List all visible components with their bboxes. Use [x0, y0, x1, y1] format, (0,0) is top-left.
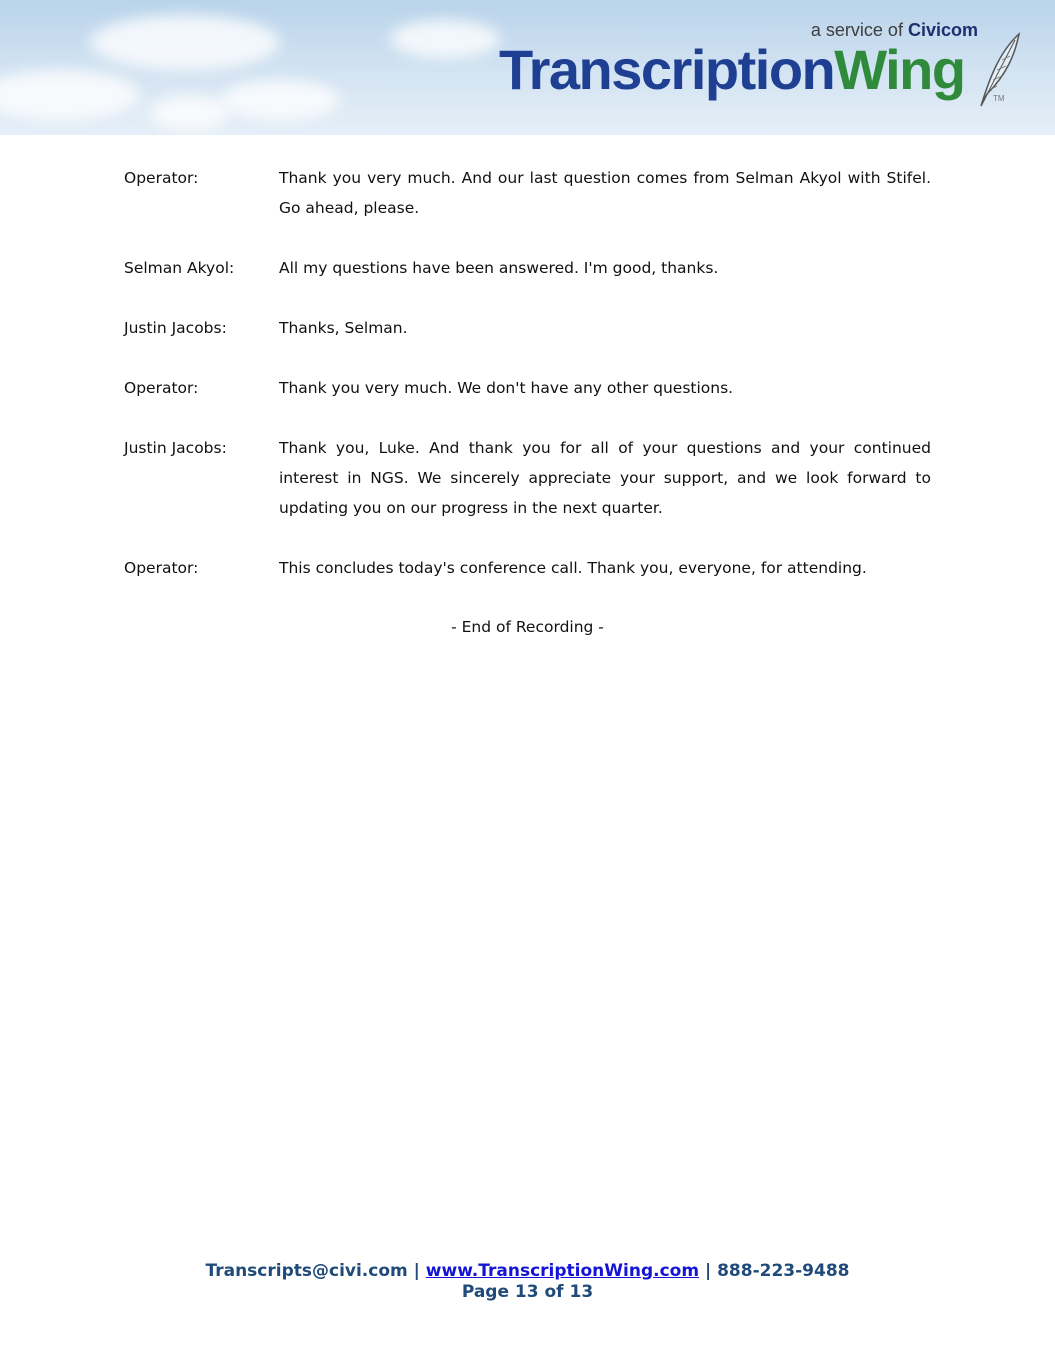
end-of-recording: - End of Recording -	[451, 618, 604, 636]
header-banner	[0, 0, 1055, 135]
speaker-text: Thanks, Selman.	[279, 319, 408, 337]
footer-website-link[interactable]: www.TranscriptionWing.com	[425, 1261, 700, 1281]
speaker-name: Justin Jacobs:	[124, 319, 227, 337]
transcript-entry	[124, 313, 931, 343]
speaker-name: Operator:	[124, 559, 199, 577]
brand-part1: Transcription	[499, 38, 835, 101]
transcriptionwing-logo	[499, 38, 965, 101]
trademark-symbol: TM	[993, 94, 1005, 103]
transcript-body	[124, 163, 931, 642]
transcript-entry	[124, 553, 931, 583]
civicom-logo: Civicom	[907, 20, 978, 40]
speaker-text: Thank you very much. We don't have any other questions.	[279, 379, 734, 397]
transcript-entry	[124, 433, 931, 523]
speaker-text: Thank you very much. And our last question comes from Selman Akyol with Stifel. Go ahead, please.	[279, 169, 931, 217]
brand-part2: Wing	[834, 38, 965, 101]
transcript-entry	[124, 373, 931, 403]
speaker-name: Selman Akyol:	[124, 259, 235, 277]
footer-email: Transcripts@civi.com	[205, 1261, 408, 1281]
footer-contact-line	[0, 1261, 1055, 1282]
page-number: Page 13 of 13	[461, 1282, 594, 1302]
speaker-name: Operator:	[124, 379, 199, 397]
footer-separator: |	[699, 1261, 718, 1281]
transcript-entry	[124, 163, 931, 223]
speaker-text: Thank you, Luke. And thank you for all of your questions and your continued interest in NGS. We sincerely appreciate your support, and we look forward to updating you on our progress in the next quarter.	[279, 439, 931, 517]
page-footer	[0, 1261, 1055, 1303]
footer-separator: |	[407, 1261, 426, 1281]
speaker-name: Justin Jacobs:	[124, 439, 227, 457]
speaker-text: This concludes today's conference call. Thank you, everyone, for attending.	[279, 559, 867, 577]
speaker-text: All my questions have been answered. I'm good, thanks.	[279, 259, 719, 277]
footer-phone: 888-223-9488	[717, 1261, 850, 1281]
service-prefix: a service of	[810, 20, 903, 40]
transcript-entry	[124, 253, 931, 283]
speaker-name: Operator:	[124, 169, 199, 187]
